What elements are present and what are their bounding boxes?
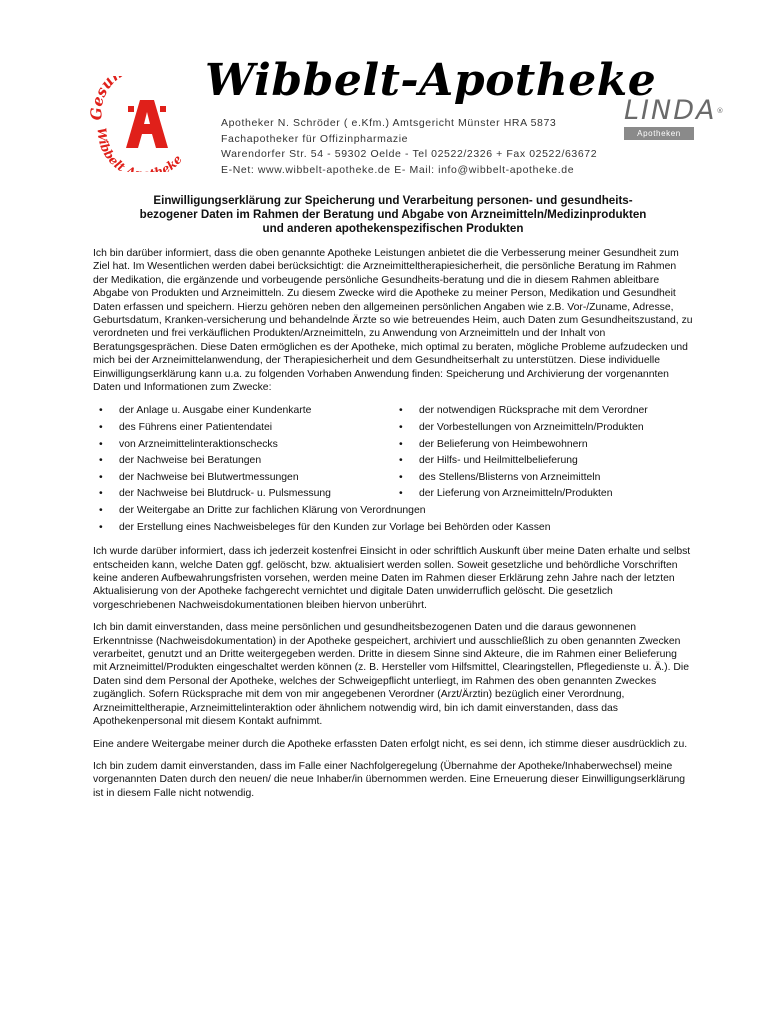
purpose-list-full [93, 503, 693, 536]
list-item: • der Anlage u. Ausgabe einer Kundenkarte [93, 403, 393, 420]
list-item: • von Arzneimittelinteraktionschecks [93, 437, 393, 454]
linda-word: LINDA [624, 95, 717, 126]
list-item: • der Erstellung eines Nachweisbeleges für den Kunden zur Vorlage bei Behörden oder Kassen [93, 520, 693, 537]
logo-text-bottom: Wibbelt A heke [94, 127, 185, 172]
title-line: und anderen apothekenspezifischen Produkten [262, 222, 524, 235]
document-body [93, 194, 693, 809]
purpose-list-left [93, 403, 393, 503]
list-item: • der Belieferung von Heimbewohnern [393, 437, 693, 454]
list-item: • der Lieferung von Arzneimitteln/Produkten [393, 486, 693, 503]
brand-name: Wibbelt-Apotheke [205, 55, 657, 106]
intro-paragraph: Ich bin darüber informiert, dass die oben genannte Apotheke Leistungen anbietet die die Verbesserung meiner Gesundheit zum Ziel hat. Im Wesentlichen werden dabei berücksichtigt: die Arzneimitteltherapiesicherheit, die persönliche Beratung im Rahmen der Medikation, die ergänzende und vorbeugende persönliche Gesundheits-beratung und die in diesem Rahmen ableitbare Abgabe von Produkten und Arzneimitteln. Zu diesem Zwecke wird die Apotheke zu meiner Person, Medikation und Gesundheit Daten erfassen und speichern. Hierzu gehören neben den allgemeinen persönlichen Angaben wie z.B. Vor-/Zuname, Adresse, Geburtsdatum, Kranken-versicherung und behandelnde Ärzte so wie betreuendes Heim, auch Daten zum Gesundheitszustand, zu verordneten und frei verkäuflichen Produkten/Arzneimitteln, zu Anwendung von Arzneimitteln und der Inhalt von Beratungsgesprächen. Diese Daten ermöglichen es der Apotheke, mich optimal zu beraten, mögliche Probleme aufzudecken und mich bei der Arzneimittelanwendung, der Therapiesicherheit und dem Gesundheitserhalt zu unterstützen. Diese individuelle Einwilligungserklärung kann u.a. zu folgenden Vorhaben Anwendung finden: Speicherung und Archivierung der vorgenannten Daten und Informationen zum Zwecke: [93, 248, 693, 394]
apotheke-a-logo-icon [88, 76, 206, 172]
list-item: • der Nachweise bei Beratungen [93, 453, 393, 470]
title-line: bezogener Daten im Rahmen der Beratung und Abgabe von Arzneimitteln/Medizinprodukten [139, 208, 647, 221]
consent-paragraph: Ich bin damit einverstanden, dass meine persönlichen und gesundheitsbezogenen Daten und die daraus gewonnenen Erkenntnisse (Nachweisdokumentation) in der Apotheke gespeichert, archiviert und ausschließlich zu oben genannten Zwecken verarbeitet, genutzt und an Dritte weitergegeben werden. Dritte in diesem Sinne sind Akteure, die im Rahmen einer Belieferung mit Arzneimittel/Produkten eingeschaltet werden können (z. B. Hersteller vom Hilfsmittel, Clearingstellen, Pflegedienste u. Ä.). Die Daten sind dem Personal der Apotheke, welches der Schweigepflicht unterliegt, im Rahmen des oben genannten Zweckes zugänglich. Sofern Rücksprache mit dem von mir angegebenen Verordner (Arzt/Ärztin) bezüglich einer Verordnung, Arzneimitteltherapie, Arzneimittelinteraktion oder ähnlichem notwendig wird, bin ich damit einverstanden, dass das Apothekenpersonal mit diesem Kontakt aufnimmt. [93, 622, 689, 728]
disclosure-paragraph: Eine andere Weitergabe meiner durch die Apotheke erfassten Daten erfolgt nicht, es sei denn, ich stimme dieser ausdrücklich zu. [93, 738, 688, 750]
address-line: Apotheker N. Schröder ( e.Kfm.) Amtsgericht Münster HRA 5873 [221, 117, 557, 129]
list-item: • des Stellens/Blisterns von Arzneimitteln [393, 470, 693, 487]
list-item: • der Vorbestellungen von Arzneimitteln/Produkten [393, 420, 693, 437]
purpose-list-right [393, 403, 693, 503]
list-item: • der Hilfs- und Heilmittelbelieferung [393, 453, 693, 470]
address-line: E-Net: www.wibbelt-apotheke.de E- Mail: info@wibbelt-apotheke.de [221, 163, 575, 176]
address-line: Warendorfer Str. 54 - 59302 Oelde - Tel 02522/2326 + Fax 02522/63672 [221, 148, 598, 160]
succession-paragraph: Ich bin zudem damit einverstanden, dass im Falle einer Nachfolgeregelung (Übernahme der Apotheke/Inhaberwechsel) meine vorgenannten Daten durch den neuen/ die neue Inhaber/in übernommen werden. Eine Erneuerung dieser Einwilligungserklärung ist in diesem Falle nicht notwendig. [93, 760, 686, 799]
list-item: • der Weitergabe an Dritte zur fachlichen Klärung von Verordnungen [93, 503, 693, 520]
linda-logo [624, 95, 726, 140]
logo-text-top: Gesu [88, 76, 118, 121]
title-line: Einwilligungserklärung zur Speicherung und Verarbeitung personen- und gesundheits- [153, 194, 633, 207]
registered-mark: ® [716, 107, 726, 115]
svg-text:Gesundheit [88, 76, 172, 120]
list-item: • der Nachweise bei Blutwertmessungen [93, 470, 393, 487]
address-block [221, 116, 621, 178]
rights-paragraph: Ich wurde darüber informiert, dass ich jederzeit kostenfrei Einsicht in oder schriftlich Auskunft über meine Daten erhalte und selbst entscheiden kann, welche Daten ggf. gelöscht, bzw. aktualisiert werden sollen. Soweit gesetzliche und behördliche Vorschriften keine anderen Aufbewahrungsfristen vorsehen, werden meine Daten im Rahmen dieser Erklärung zehn Jahre nach der letzten Aktualisierung von der Apotheke fachgerecht vernichtet und digitale Daten unwiderruflich gelöscht. Die gesetzlich vorgeschriebenen Nachweisdokumentationen bleiben hiervon unberührt. [93, 546, 691, 611]
address-line: Fachapotheker für Offizinpharmazie [221, 132, 409, 145]
document-title [93, 194, 693, 236]
list-item: • des Führens einer Patientendatei [93, 420, 393, 437]
list-item: • der Nachweise bei Blutdruck- u. Pulsmessung [93, 486, 393, 503]
pharmacy-logo [88, 76, 206, 172]
list-item: • der notwendigen Rücksprache mit dem Verordner [393, 403, 693, 420]
purpose-list [93, 403, 693, 503]
linda-subtitle: Apotheken [624, 127, 694, 140]
